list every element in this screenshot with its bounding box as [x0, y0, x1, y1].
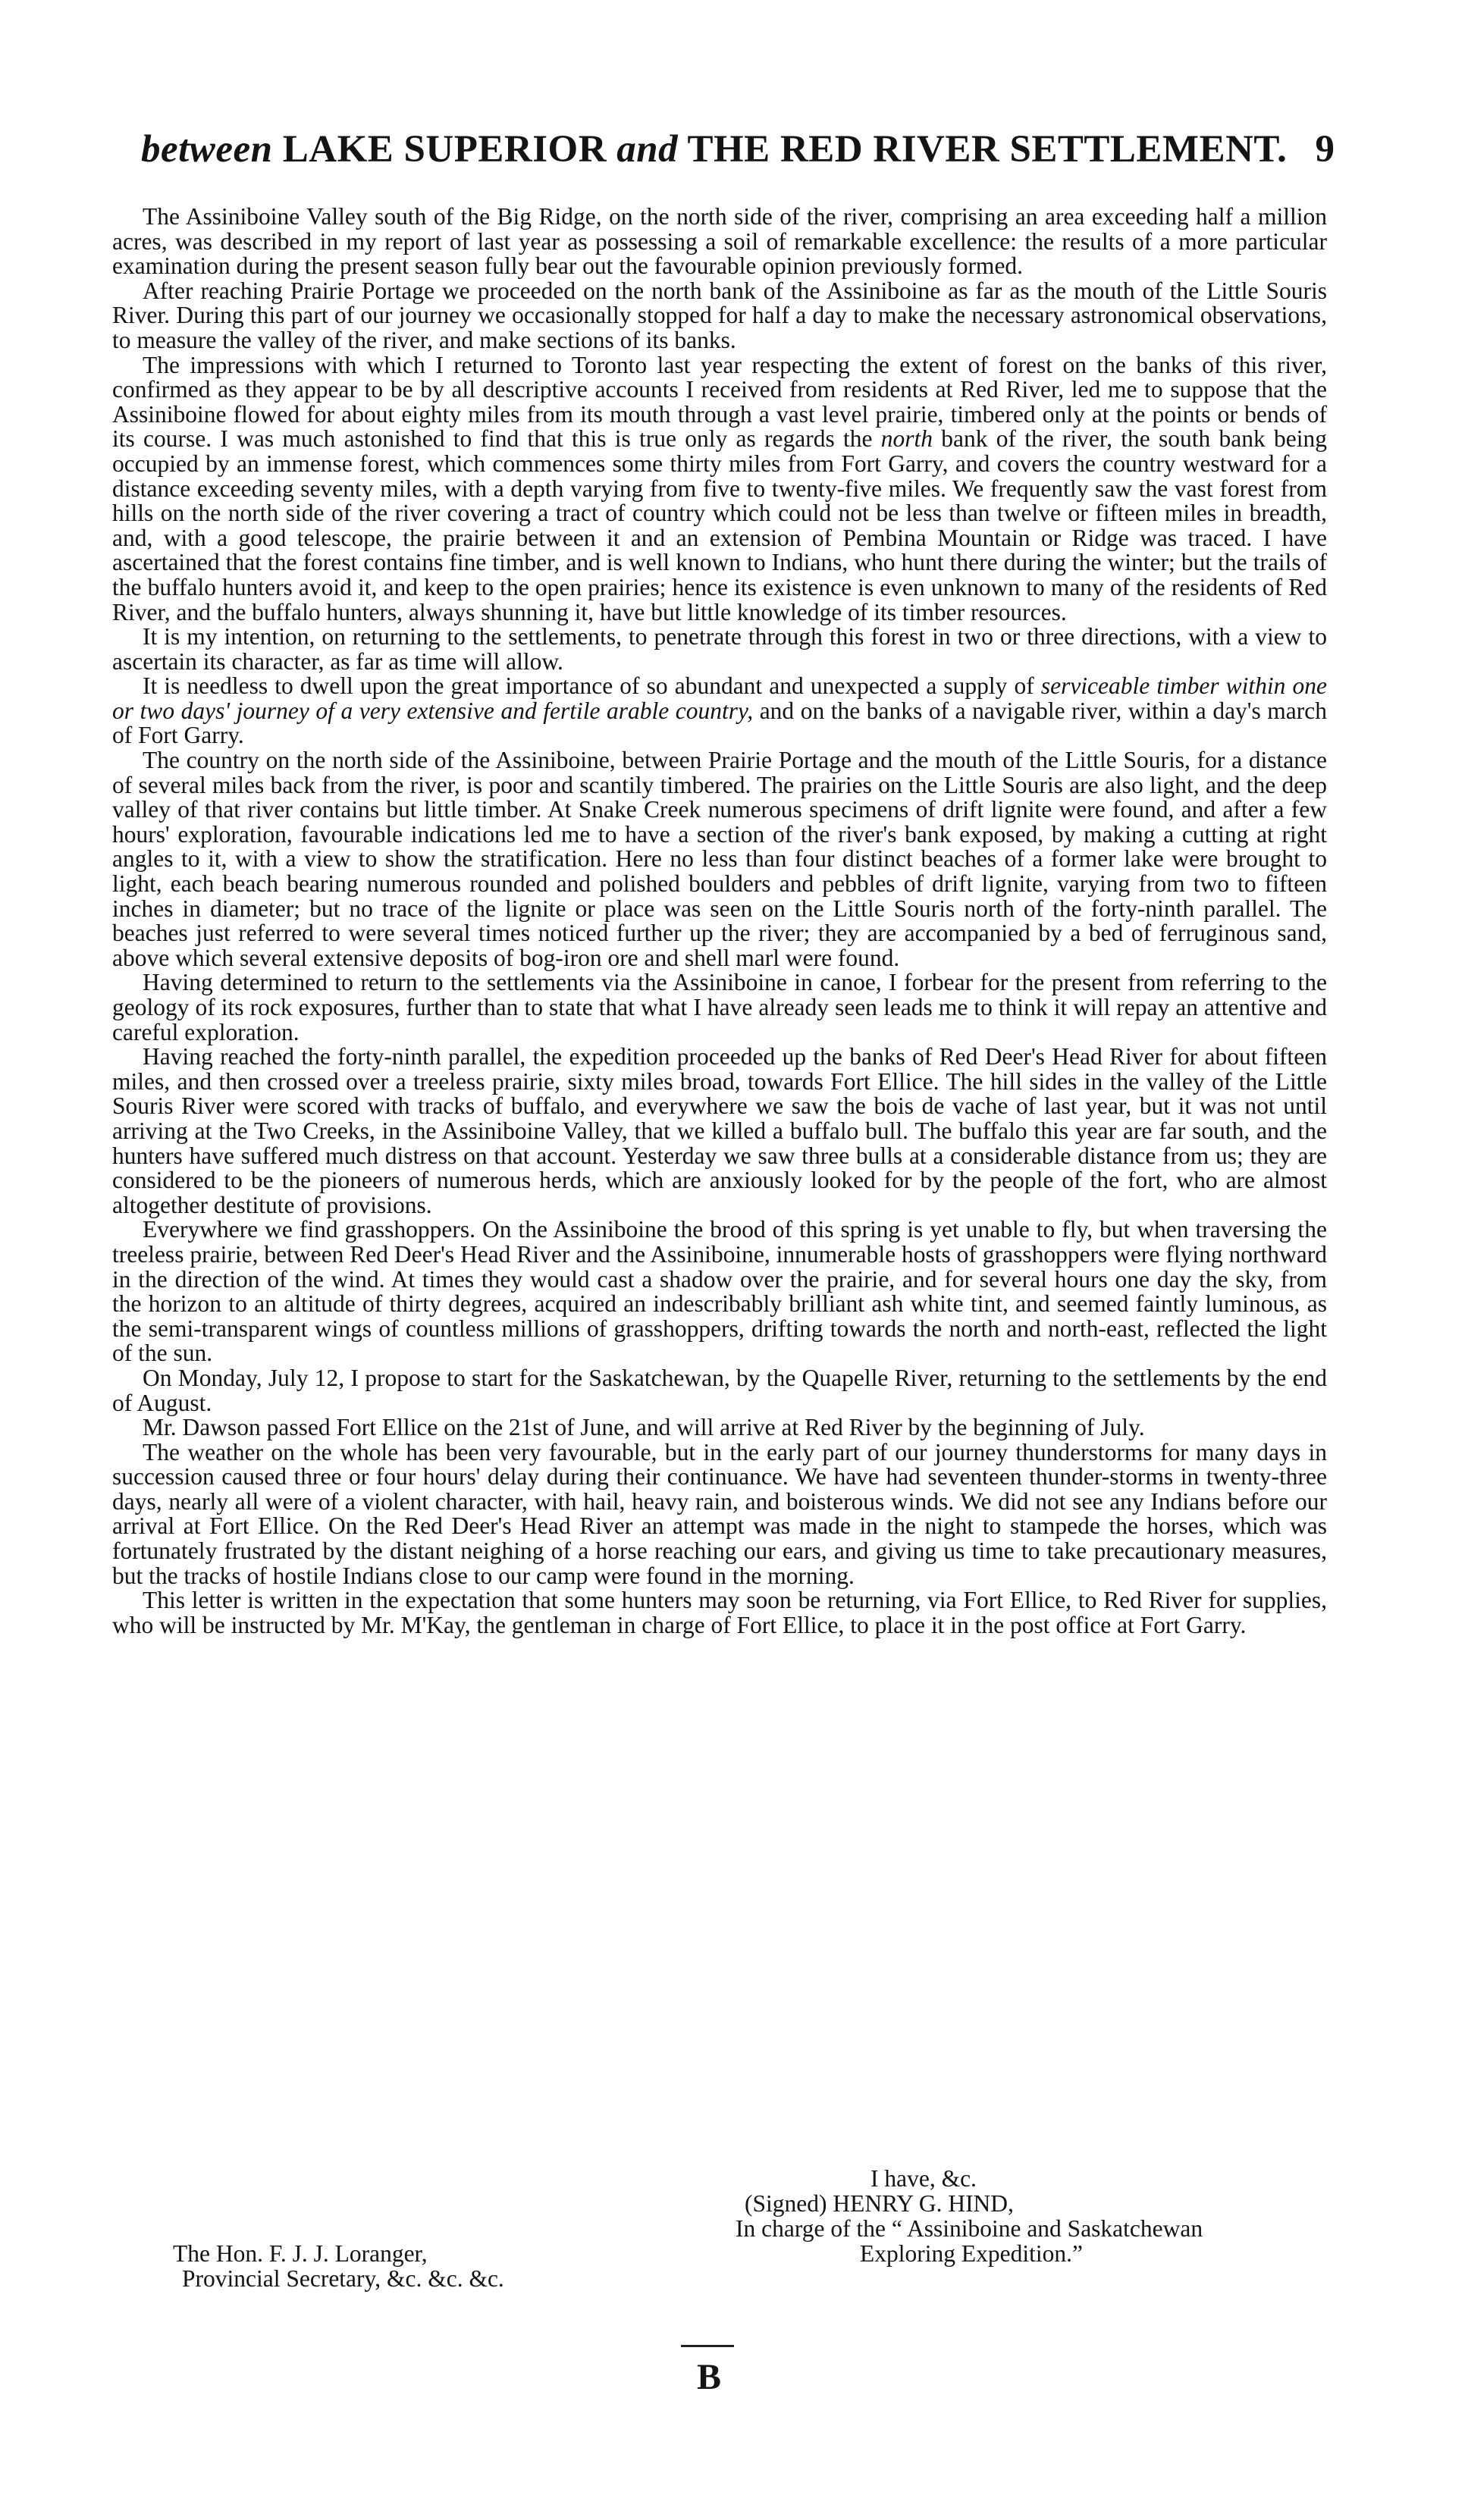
paragraph: The Assiniboine Valley south of the Big Ridge, on the north side of the river, comprising an area exceeding half a million acres, was described in my report of last year as possessing a soil of remarkable excellence: the results of a more particular examination during the present season fully bear out the favourable opinion previously formed.: [112, 203, 1327, 280]
paragraph: It is my intention, on returning to the settlements, to penetrate through this forest in two or three directions, with a view to ascertain its character, as far as time will allow.: [112, 623, 1327, 675]
addressee-name: The Hon. F. J. J. Loranger,: [173, 2240, 428, 2267]
signer-title-line2: Exploring Expedition.”: [860, 2240, 1083, 2267]
salutation: I have, &c.: [870, 2165, 977, 2192]
italic-emphasis: serviceable timber within one or two days' journey of a very extensive and fertile arable country,: [112, 672, 1327, 724]
running-head-part-b: THE RED RIVER SETTLEMENT.: [678, 128, 1288, 171]
paragraph: It is needless to dwell upon the great importance of so abundant and unexpected a supply of serviceable timber within one or two days' journey of a very extensive and fertile arable country, and on the banks of a navigable river, within a day's march of Fort Garry.: [112, 672, 1327, 749]
paragraph: This letter is written in the expectation that some hunters may soon be returning, via Fort Ellice, to Red River for supplies, who will be instructed by Mr. M'Kay, the gentleman in charge of Fort Ellice, to place it in the post office at Fort Garry.: [112, 1587, 1327, 1638]
page-number: 9: [1315, 128, 1335, 171]
running-head-part-a: LAKE SUPERIOR: [272, 128, 617, 171]
paragraph: The weather on the whole has been very favourable, but in the early part of our journey thunderstorms for many days in succession caused three or four hours' delay during their continuance. We have had seventeen thunder-storms in twenty-three days, nearly all were of a violent character, with hail, heavy rain, and boisterous winds. We did not see any Indians before our arrival at Fort Ellice. On the Red Deer's Head River an attempt was made in the night to stampede the horses, which was fortunately frustrated by the distant neighing of a horse reaching our ears, and giving us time to take precautionary measures, but the tracks of hostile Indians close to our camp were found in the morning.: [112, 1438, 1327, 1589]
paragraph: On Monday, July 12, I propose to start for the Saskatchewan, by the Quapelle River, returning to the settlements by the end of August.: [112, 1364, 1327, 1416]
paragraph: After reaching Prairie Portage we proceeded on the north bank of the Assiniboine as far as the mouth of the Little Souris River. During this part of our journey we occasionally stopped for half a day to make the necessary astronomical observations, to measure the valley of the river, and make sections of its banks.: [112, 277, 1327, 353]
italic-emphasis: north: [880, 425, 933, 453]
divider-rule: [681, 2345, 734, 2347]
letter-body: [112, 205, 1327, 1638]
running-header: [141, 127, 1335, 180]
paragraph: The country on the north side of the Assiniboine, between Prairie Portage and the mouth of the Little Souris, for a distance of several miles back from the river, is poor and scantily timbered. The prairies on the Little Souris are also light, and the deep valley of that river contains but little timber. At Snake Creek numerous specimens of drift lignite were found, and after a few hours' exploration, favourable indications led me to have a section of the river's bank exposed, by making a cutting at right angles to it, with a view to show the stratification. Here no less than four distinct beaches of a former lake were brought to light, each beach bearing numerous rounded and polished boulders and pebbles of drift lignite, varying from two to fifteen inches in diameter; but no trace of the lignite or place was seen on the Little Souris north of the forty-ninth parallel. The beaches just referred to were several times noticed further up the river; they are accompanied by a bed of ferruginous sand, above which several extensive deposits of bog-iron ore and shell marl were found.: [112, 747, 1327, 971]
signed-line: (Signed) HENRY G. HIND,: [745, 2190, 1014, 2217]
letter-closing: [112, 2166, 1327, 2318]
running-head-connector: and: [616, 128, 679, 171]
paragraph: Mr. Dawson passed Fort Ellice on the 21st of June, and will arrive at Red River by the beginning of July.: [143, 1414, 1145, 1441]
signer-title-line1: In charge of the “ Assiniboine and Saskatchewan: [736, 2215, 1203, 2242]
signature-block: [736, 2166, 1327, 2266]
addressee-block: [173, 2241, 504, 2291]
signature-mark: B: [697, 2357, 722, 2397]
addressee-title: Provincial Secretary, &c. &c. &c.: [182, 2265, 504, 2292]
running-head-prefix: between: [141, 128, 273, 171]
paragraph: Having determined to return to the settlements via the Assiniboine in canoe, I forbear for the present from referring to the geology of its rock exposures, further than to state that what I have already seen leads me to think it will repay an attentive and careful exploration.: [112, 969, 1327, 1045]
running-head-title: [141, 127, 1287, 171]
paragraph: Everywhere we find grasshoppers. On the Assiniboine the brood of this spring is yet unable to fly, but when traversing the treeless prairie, between Red Deer's Head River and the Assiniboine, innumerable hosts of grasshoppers were flying northward in the direction of the wind. At times they would cast a shadow over the prairie, and for several hours one day the sky, from the horizon to an altitude of thirty degrees, acquired an indescribably brilliant ash white tint, and seemed faintly luminous, as the semi-transparent wings of countless millions of grasshoppers, drifting towards the north and north-east, reflected the light of the sun.: [112, 1216, 1327, 1367]
paragraph: Having reached the forty-ninth parallel, the expedition proceeded up the banks of Red Deer's Head River for about fifteen miles, and then crossed over a treeless prairie, sixty miles broad, towards Fort Ellice. The hill sides in the valley of the Little Souris River were scored with tracks of buffalo, and everywhere we saw the bois de vache of last year, but it was not until arriving at the Two Creeks, in the Assiniboine Valley, that we killed a buffalo bull. The buffalo this year are far south, and the hunters have suffered much distress on that account. Yesterday we saw three bulls at a considerable distance from us; they are considered to be the pioneers of numerous herds, which are anxiously looked for by the people of the fort, who are almost altogether destitute of provisions.: [112, 1043, 1327, 1218]
paragraph: The impressions with which I returned to Toronto last year respecting the extent of forest on the banks of this river, confirmed as they appear to be by all descriptive accounts I received from residents at Red River, led me to suppose that the Assiniboine flowed for about eighty miles from its mouth through a vast level prairie, timbered only at the points or bends of its course. I was much astonished to find that this is true only as regards the north bank of the river, the south bank being occupied by an immense forest, which commences some thirty miles from Fort Garry, and covers the country westward for a distance exceeding seventy miles, with a depth varying from five to twenty-five miles. We frequently saw the vast forest from hills on the north side of the river covering a tract of country which could not be less than twelve or fifteen miles in breadth, and, with a good telescope, the prairie between it and an extension of Pembina Mountain or Ridge was traced. I have ascertained that the forest contains fine timber, and is well known to Indians, who hunt there during the winter; but the trails of the buffalo hunters avoid it, and keep to the open prairies; hence its existence is even unknown to many of the residents of Red River, and the buffalo hunters, always shunning it, have but little knowledge of its timber resources.: [112, 351, 1327, 625]
